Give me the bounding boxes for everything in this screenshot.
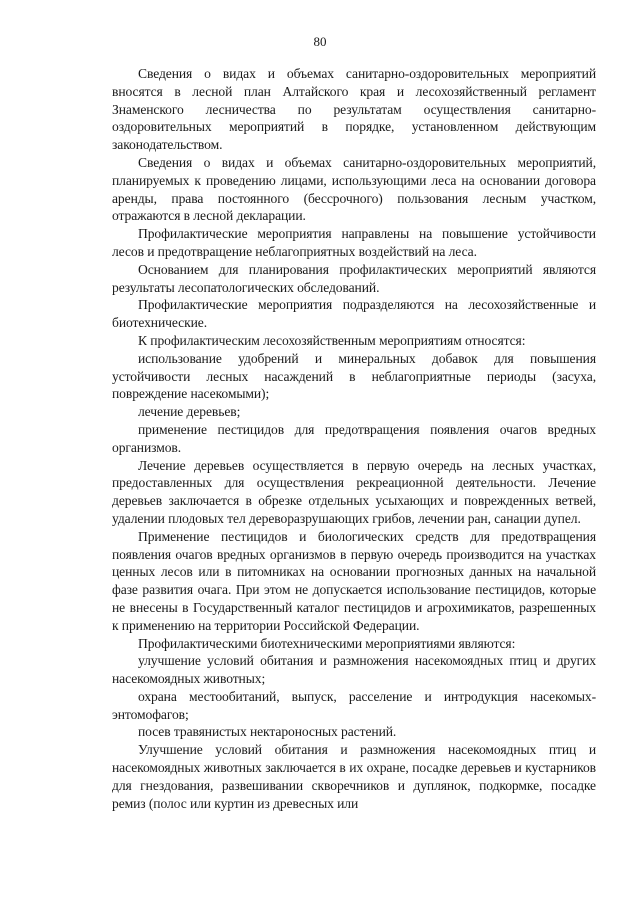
paragraph: охрана местообитаний, выпуск, расселение и интродукция насекомых-энтомофагов; bbox=[112, 688, 596, 722]
paragraph: Основанием для планирования профилактических мероприятий являются результаты лесопатологических обследований. bbox=[112, 261, 596, 295]
paragraph: Сведения о видах и объемах санитарно-оздоровительных мероприятий вносятся в лесной план Алтайского края и лесохозяйственный регламент Знаменского лесничества по результатам осуществления санитарно-оздоровительных мероприятий в порядке, установленном действующим законодательством. bbox=[112, 66, 596, 153]
paragraph: лечение деревьев; bbox=[138, 404, 241, 420]
paragraph: К профилактическим лесохозяйственным мероприятиям относятся: bbox=[138, 332, 526, 348]
paragraph: Лечение деревьев осуществляется в первую очередь на лесных участках, предоставленных для осуществления рекреационной деятельности. Лечение деревьев заключается в обрезке отдельных усыхающих и поврежденных ветвей, удалении плодовых тел дереворазрушающих грибов, лечении ран, санации дупел. bbox=[112, 457, 596, 526]
paragraph: Сведения о видах и объемах санитарно-оздоровительных мероприятий, планируемых к проведению лицами, использующими леса на основании договора аренды, права постоянного (бессрочного) пользования лесным участком, отражаются в лесной декларации. bbox=[112, 154, 596, 224]
paragraph: улучшение условий обитания и размножения насекомоядных птиц и других насекомоядных животных; bbox=[112, 653, 596, 687]
page-number: 80 bbox=[313, 34, 327, 49]
paragraph: посев травянистых нектароносных растений. bbox=[138, 724, 397, 740]
paragraph: Улучшение условий обитания и размножения насекомоядных птиц и насекомоядных животных заключается в их охране, посадке деревьев и кустарников для гнездования, развешивании скворечников и дуплянок, подкормке, посадке ремиз (полос или куртин из древесных или bbox=[112, 742, 596, 811]
paragraph: Профилактическими биотехническими мероприятиями являются: bbox=[138, 635, 516, 651]
paragraph: применение пестицидов для предотвращения появления очагов вредных организмов. bbox=[112, 421, 596, 455]
paragraph: Профилактические мероприятия направлены на повышение устойчивости лесов и предотвращение неблагоприятных воздействий на леса. bbox=[112, 226, 596, 259]
paragraph: Применение пестицидов и биологических средств для предотвращения появления очагов вредных организмов в первую очередь производится на участках ценных лесов или в питомниках на основании прогнозных данных на начальной фазе развития очага. При этом не допускается использование пестицидов, которые не внесены в Государственный каталог пестицидов и агрохимикатов, разрешенных к применению на территории Российской Федерации. bbox=[112, 528, 596, 633]
paragraph: использование удобрений и минеральных добавок для повышения устойчивости лесных насаждений в неблагоприятные периоды (засуха, повреждение насекомыми); bbox=[112, 350, 596, 402]
document-body bbox=[112, 65, 596, 812]
paragraph: Профилактические мероприятия подразделяются на лесохозяйственные и биотехнические. bbox=[112, 297, 596, 331]
